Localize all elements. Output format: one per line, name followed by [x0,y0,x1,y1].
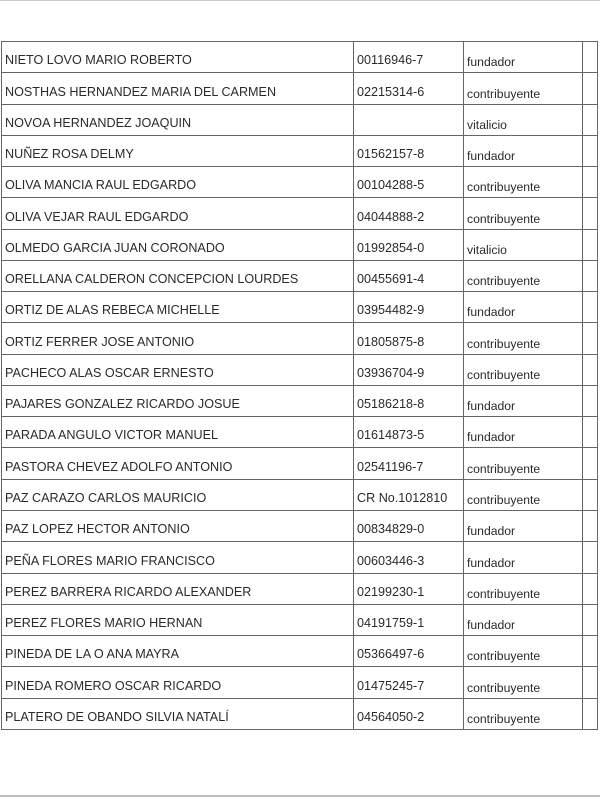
table-row [2,323,598,354]
member-id-cell: 03936704-9 [354,354,464,385]
empty-cell [583,229,598,260]
member-id-cell: 00603446-3 [354,542,464,573]
member-name-cell: OLIVA MANCIA RAUL EDGARDO [2,167,354,198]
member-name-cell: NOVOA HERNANDEZ JOAQUIN [2,104,354,135]
empty-cell [583,354,598,385]
member-id-cell: 01562157-8 [354,135,464,166]
members-table [1,41,598,730]
member-name-cell: PAZ LOPEZ HECTOR ANTONIO [2,510,354,541]
member-type-cell: contribuyente [464,479,583,510]
table-row [2,417,598,448]
member-type-cell: vitalicio [464,104,583,135]
empty-cell [583,260,598,291]
empty-cell [583,510,598,541]
bottom-edge-line [0,795,600,797]
empty-cell [583,542,598,573]
member-name-cell: NOSTHAS HERNANDEZ MARIA DEL CARMEN [2,73,354,104]
table-row [2,667,598,698]
member-id-cell: 02541196-7 [354,448,464,479]
member-id-cell: 05366497-6 [354,636,464,667]
empty-cell [583,385,598,416]
empty-cell [583,479,598,510]
top-edge-line [0,0,600,1]
member-name-cell: ORELLANA CALDERON CONCEPCION LOURDES [2,260,354,291]
empty-cell [583,573,598,604]
member-id-cell: 00116946-7 [354,42,464,73]
member-id-cell: 03954482-9 [354,292,464,323]
member-type-cell: contribuyente [464,636,583,667]
table-row [2,42,598,73]
member-type-cell: contribuyente [464,323,583,354]
empty-cell [583,417,598,448]
table-row [2,573,598,604]
member-name-cell: PAJARES GONZALEZ RICARDO JOSUE [2,385,354,416]
member-type-cell: contribuyente [464,198,583,229]
table-row [2,292,598,323]
member-type-cell: contribuyente [464,698,583,729]
empty-cell [583,73,598,104]
member-id-cell: 04564050-2 [354,698,464,729]
member-id-cell: 01614873-5 [354,417,464,448]
table-row [2,260,598,291]
empty-cell [583,198,598,229]
member-type-cell: contribuyente [464,73,583,104]
member-id-cell: 00104288-5 [354,167,464,198]
member-id-cell: 04191759-1 [354,604,464,635]
empty-cell [583,167,598,198]
member-name-cell: NIETO LOVO MARIO ROBERTO [2,42,354,73]
member-type-cell: contribuyente [464,167,583,198]
empty-cell [583,323,598,354]
table-row [2,479,598,510]
member-name-cell: OLIVA VEJAR RAUL EDGARDO [2,198,354,229]
member-type-cell: fundador [464,135,583,166]
empty-cell [583,104,598,135]
table-row [2,104,598,135]
members-table-body [2,42,598,730]
member-name-cell: PEREZ FLORES MARIO HERNAN [2,604,354,635]
member-id-cell: 01805875-8 [354,323,464,354]
empty-cell [583,135,598,166]
member-name-cell: NUÑEZ ROSA DELMY [2,135,354,166]
table-row [2,510,598,541]
member-name-cell: PEREZ BARRERA RICARDO ALEXANDER [2,573,354,604]
member-name-cell: PAZ CARAZO CARLOS MAURICIO [2,479,354,510]
member-name-cell: ORTIZ DE ALAS REBECA MICHELLE [2,292,354,323]
empty-cell [583,42,598,73]
table-row [2,167,598,198]
member-name-cell: PINEDA DE LA O ANA MAYRA [2,636,354,667]
empty-cell [583,698,598,729]
member-type-cell: fundador [464,510,583,541]
table-row [2,73,598,104]
empty-cell [583,636,598,667]
member-name-cell: OLMEDO GARCIA JUAN CORONADO [2,229,354,260]
empty-cell [583,604,598,635]
member-id-cell: 04044888-2 [354,198,464,229]
member-type-cell: vitalicio [464,229,583,260]
table-row [2,354,598,385]
table-row [2,135,598,166]
member-id-cell: 00455691-4 [354,260,464,291]
member-type-cell: contribuyente [464,667,583,698]
table-row [2,636,598,667]
member-id-cell: 02199230-1 [354,573,464,604]
empty-cell [583,448,598,479]
member-id-cell: 02215314-6 [354,73,464,104]
table-row [2,448,598,479]
member-name-cell: PASTORA CHEVEZ ADOLFO ANTONIO [2,448,354,479]
member-name-cell: ORTIZ FERRER JOSE ANTONIO [2,323,354,354]
table-row [2,385,598,416]
member-type-cell: contribuyente [464,260,583,291]
member-type-cell: fundador [464,417,583,448]
empty-cell [583,292,598,323]
table-row [2,542,598,573]
member-name-cell: PACHECO ALAS OSCAR ERNESTO [2,354,354,385]
member-name-cell: PEÑA FLORES MARIO FRANCISCO [2,542,354,573]
empty-cell [583,667,598,698]
member-type-cell: fundador [464,542,583,573]
member-type-cell: contribuyente [464,448,583,479]
member-type-cell: contribuyente [464,573,583,604]
member-id-cell [354,104,464,135]
member-id-cell: 00834829-0 [354,510,464,541]
member-type-cell: fundador [464,42,583,73]
member-name-cell: PINEDA ROMERO OSCAR RICARDO [2,667,354,698]
member-type-cell: fundador [464,604,583,635]
member-name-cell: PLATERO DE OBANDO SILVIA NATALÍ [2,698,354,729]
member-type-cell: fundador [464,292,583,323]
member-type-cell: contribuyente [464,354,583,385]
member-type-cell: fundador [464,385,583,416]
member-id-cell: CR No.1012810 [354,479,464,510]
table-row [2,198,598,229]
table-row [2,229,598,260]
member-id-cell: 05186218-8 [354,385,464,416]
table-row [2,698,598,729]
table-row [2,604,598,635]
member-id-cell: 01992854-0 [354,229,464,260]
member-name-cell: PARADA ANGULO VICTOR MANUEL [2,417,354,448]
member-id-cell: 01475245-7 [354,667,464,698]
